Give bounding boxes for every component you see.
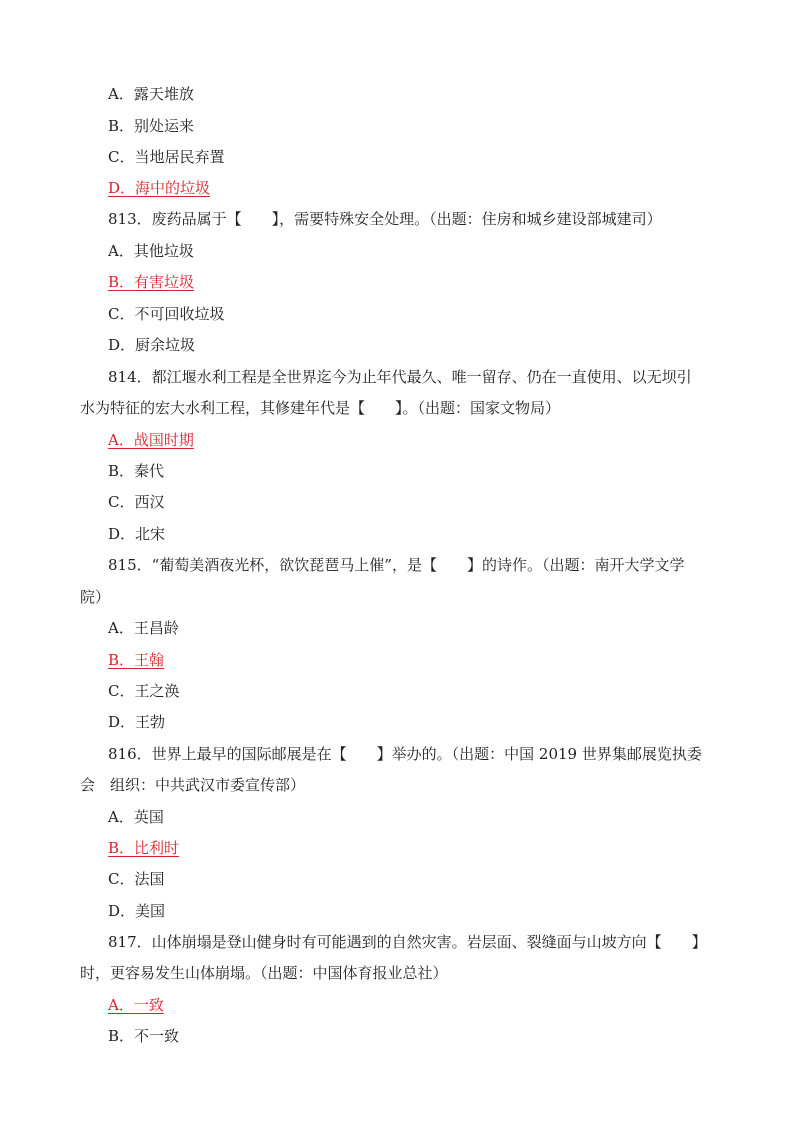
- question-814-text-cont: 水为特征的宏大水利工程，其修建年代是【 】。（出题：国家文物局）: [80, 399, 561, 417]
- option-a-correct: A．一致: [108, 996, 164, 1014]
- question-813-text: 813．废药品属于【 】，需要特殊安全处理。（出题：住房和城乡建设部城建司）: [108, 210, 662, 228]
- option-d: D．北宋: [108, 525, 166, 543]
- question-817-text: 817．山体崩塌是登山健身时有可能遇到的自然灾害。岩层面、裂缝面与山坡方向【 】: [108, 933, 707, 951]
- option-a-correct: A．战国时期: [108, 431, 194, 449]
- question-815-text-cont: 院）: [80, 588, 111, 606]
- option-c: C．不可回收垃圾: [108, 305, 225, 323]
- option-b: B．不一致: [108, 1027, 180, 1045]
- question-816-text-cont: 会 组织：中共武汉市委宣传部）: [80, 776, 306, 794]
- option-d: D．王勃: [108, 713, 166, 731]
- option-c: C．西汉: [108, 493, 165, 511]
- question-814-text: 814．都江堰水利工程是全世界迄今为止年代最久、唯一留存、仍在一直使用、以无坝引: [108, 368, 692, 386]
- option-c: C．当地居民弃置: [108, 148, 225, 166]
- option-d-correct: D．海中的垃圾: [108, 179, 211, 197]
- option-a: A．露天堆放: [108, 85, 194, 103]
- question-816-text: 816．世界上最早的国际邮展是在【 】举办的。（出题：中国 2019 世界集邮展览执委: [108, 745, 702, 763]
- question-817-text-cont: 时，更容易发生山体崩塌。（出题：中国体育报业总社）: [80, 964, 448, 982]
- option-d: D．美国: [108, 902, 166, 920]
- option-a: A．王昌龄: [108, 619, 179, 637]
- option-b-correct: B．比利时: [108, 839, 180, 857]
- question-815-text: 815．“葡萄美酒夜光杯，欲饮琵琶马上催”，是【 】的诗作。（出题：南开大学文学: [108, 556, 685, 574]
- option-c: C．王之涣: [108, 682, 180, 700]
- option-c: C．法国: [108, 870, 165, 888]
- option-b-correct: B．有害垃圾: [108, 273, 195, 291]
- option-b: B．别处运来: [108, 117, 195, 135]
- option-b: B．秦代: [108, 462, 165, 480]
- option-d: D．厨余垃圾: [108, 336, 196, 354]
- option-a: A．英国: [108, 808, 164, 826]
- option-a: A．其他垃圾: [108, 242, 194, 260]
- option-b-correct: B．王翰: [108, 651, 165, 669]
